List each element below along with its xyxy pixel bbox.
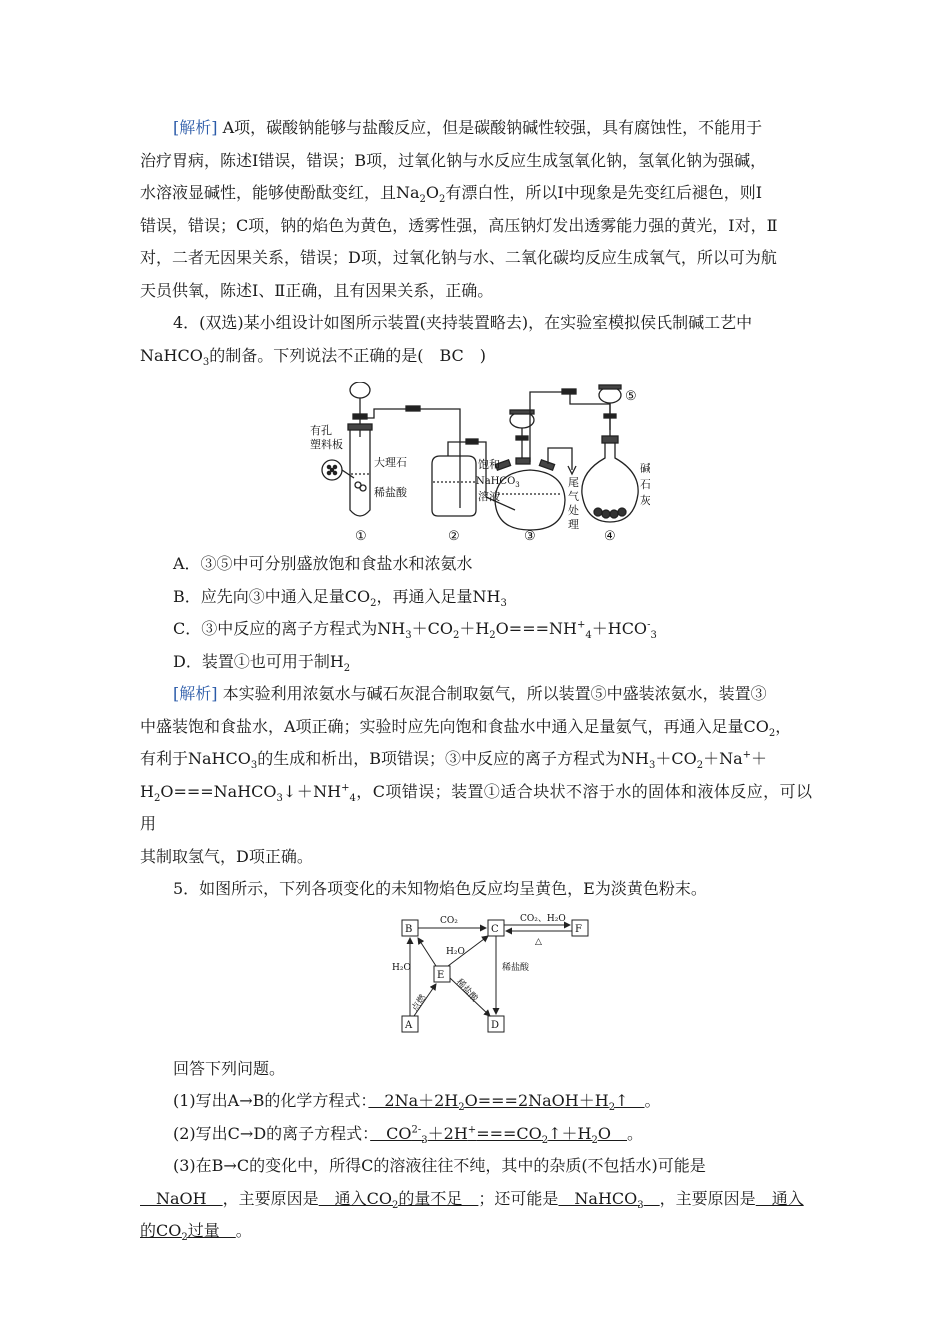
analysis-q3-line6: 天员供氧，陈述Ⅰ、Ⅱ正确，且有因果关系，正确。 bbox=[140, 280, 494, 300]
analysis-q4-line5: 其制取氢气，D项正确。 bbox=[140, 846, 313, 866]
q5-part1: (1)写出A→B的化学方程式： $2Na+2H_2O===2NaOH+H_2↑$ 。 bbox=[173, 1091, 661, 1114]
analysis-q4-line1: [解析] 本实验利用浓氨水与碱石灰混合制取氨气，所以装置⑤中盛装浓氨水，装置③ bbox=[173, 684, 767, 703]
device-number-5: ⑤ bbox=[625, 389, 637, 404]
label-hcl: 稀盐酸 bbox=[374, 486, 407, 499]
node-e: E bbox=[437, 969, 445, 981]
q5-part3-line1: (3)在B→C的变化中，所得C的溶液往往不纯，其中的杂质(不包括水)可能是 bbox=[173, 1156, 706, 1175]
label-solution: 溶液 bbox=[478, 490, 500, 503]
q5-part3-line2: NaOH ，主要原因是 通入$CO_2$的量不足 ；还可能是 NaHCO$_3$ ，主要原因是 通入 bbox=[140, 1188, 804, 1211]
analysis-q4-line3: 有利于NaHCO$_3$的生成和析出，B项错误；③中反应的离子方程式为$NH_3+CO_2+Na^++$ bbox=[140, 749, 768, 772]
q5-part2: (2)写出C→D的离子方程式： $CO^{2-}_3+2H^+===CO_2↑+H_2O$ 。 bbox=[173, 1123, 644, 1146]
q4-stem-line2: NaHCO$_3$的制备。下列说法不正确的是( BC ) bbox=[140, 345, 487, 368]
analysis-q3 bbox=[140, 112, 812, 307]
answer-blank-6a: 通入 bbox=[755, 1188, 804, 1208]
answer-blank-3: NaOH bbox=[140, 1188, 223, 1208]
label-ignite: 点燃 bbox=[410, 992, 429, 1014]
analysis-q3-line3: 水溶液显碱性，能够使酚酞变红，且$Na_2O_2$有漂白性，所以Ⅰ中现象是先变红后褪色，则Ⅰ bbox=[140, 183, 763, 206]
analysis-q3-line2: 治疗胃病，陈述Ⅰ错误，错误；B项，过氧化钠与水反应生成氢氧化钠，氢氧化钠为强碱， bbox=[140, 150, 767, 170]
reaction-diagram bbox=[392, 912, 602, 1047]
label-co2: CO₂ bbox=[440, 915, 458, 926]
answer-blank-2: $CO^{2-}_3+2H^+===CO_2↑+H_2O$ bbox=[370, 1123, 628, 1146]
funnel-bulb-1 bbox=[350, 382, 370, 398]
question-4 bbox=[140, 307, 812, 678]
answer-blank-6b: 的$CO_2$过量 bbox=[140, 1221, 236, 1244]
label-saturated: 饱和 bbox=[478, 458, 500, 471]
device-number-3: ③ bbox=[524, 529, 536, 542]
node-a: A bbox=[405, 1019, 413, 1031]
label-soda-2: 石 bbox=[640, 478, 650, 491]
label-marble: 大理石 bbox=[374, 456, 407, 469]
label-heat: △ bbox=[535, 936, 542, 947]
q4-stem-line1: 4．(双选)某小组设计如图所示装置(夹持装置略去)，在实验室模拟侯氏制碱工艺中 bbox=[173, 313, 753, 332]
label-co2-h2o: CO₂、H₂O bbox=[520, 913, 566, 924]
label-nahco3: NaHCO$_3$ bbox=[476, 476, 520, 489]
q5-part3-line3: 的$CO_2$过量 。 bbox=[140, 1221, 252, 1244]
reaction-flowchart bbox=[392, 912, 602, 1047]
answer-blank-4: 通入$CO_2$的量不足 bbox=[318, 1188, 479, 1211]
q5-stem: 5．如图所示，下列各项变化的未知物焰色反应均呈黄色，E为淡黄色粉末。 bbox=[173, 879, 707, 898]
q4-option-a: A．③⑤中可分别盛放饱和食盐水和浓氨水 bbox=[173, 554, 473, 573]
question-5 bbox=[140, 873, 812, 1248]
arrow-e-to-b bbox=[418, 938, 436, 966]
wash-bottle-2 bbox=[432, 456, 476, 516]
analysis-q4 bbox=[140, 678, 812, 873]
label-dilute-hcl: 稀盐酸 bbox=[502, 962, 530, 973]
round-flask-4 bbox=[582, 443, 638, 522]
q4-option-d: D．装置①也可用于制$H_2$ bbox=[173, 651, 351, 674]
label-h2o-left: H₂O bbox=[392, 962, 411, 973]
analysis-q4-line2: 中盛装饱和食盐水，A项正确；实验时应先向饱和食盐水中通入足量氨气，再通入足量$CO_2$， bbox=[140, 716, 792, 739]
analysis-q3-line1: [解析] A项，碳酸钠能够与盐酸反应，但是碳酸钠碱性较强，具有腐蚀性，不能用于 bbox=[173, 118, 763, 137]
label-holes: 有孔 bbox=[310, 424, 332, 437]
device-number-2: ② bbox=[448, 529, 460, 542]
page-content bbox=[140, 112, 812, 1248]
q4-option-c: C．③中反应的离子方程式为$NH_3+CO_2+H_2O===NH^+_4+HCO^-_3$ bbox=[173, 619, 657, 642]
analysis-tag: [解析] bbox=[173, 684, 218, 703]
label-tail-1: 尾 bbox=[568, 476, 579, 489]
label-tail-4: 理 bbox=[568, 518, 579, 531]
apparatus-diagram bbox=[310, 382, 650, 542]
label-board: 塑料板 bbox=[310, 438, 343, 451]
answer-blank-1: $2Na+2H_2O===2NaOH+H_2↑$ bbox=[368, 1091, 645, 1114]
node-b: B bbox=[405, 923, 413, 935]
device-number-4: ④ bbox=[604, 529, 616, 542]
node-d: D bbox=[491, 1019, 500, 1031]
label-soda-1: 碱 bbox=[640, 462, 650, 475]
label-h2o-mid: H₂O bbox=[446, 946, 465, 957]
apparatus-figure bbox=[310, 382, 650, 542]
test-tube-1 bbox=[350, 430, 370, 516]
device-number-1: ① bbox=[355, 529, 367, 542]
analysis-q4-line4: $H_2O===NaHCO_3↓+NH^+_4$，C项错误；装置①适合块状不溶于水的固体和液体反应，可以用 bbox=[140, 781, 812, 833]
answer-blank-5: NaHCO$_3$ bbox=[558, 1188, 644, 1211]
analysis-q3-line4: 错误，错误；C项，钠的焰色为黄色，透雾性强，高压钠灯发出透雾能力强的黄光，Ⅰ对，Ⅱ bbox=[140, 215, 778, 235]
label-dilute-hcl-diagonal: 稀盐酸 bbox=[453, 976, 480, 1004]
q4-option-b: B．应先向③中通入足量$CO_2$，再通入足量$NH_3$ bbox=[173, 586, 507, 609]
label-tail-3: 处 bbox=[568, 504, 579, 517]
analysis-tag: [解析] bbox=[173, 118, 218, 137]
label-tail-2: 气 bbox=[568, 490, 579, 503]
node-c: C bbox=[491, 923, 499, 935]
analysis-q3-line5: 对，二者无因果关系，错误；D项，过氧化钠与水、二氧化碳均反应生成氧气，所以可为航 bbox=[140, 248, 777, 267]
label-soda-3: 灰 bbox=[640, 494, 650, 507]
q5-intro: 回答下列问题。 bbox=[173, 1058, 286, 1078]
node-f: F bbox=[575, 923, 582, 935]
